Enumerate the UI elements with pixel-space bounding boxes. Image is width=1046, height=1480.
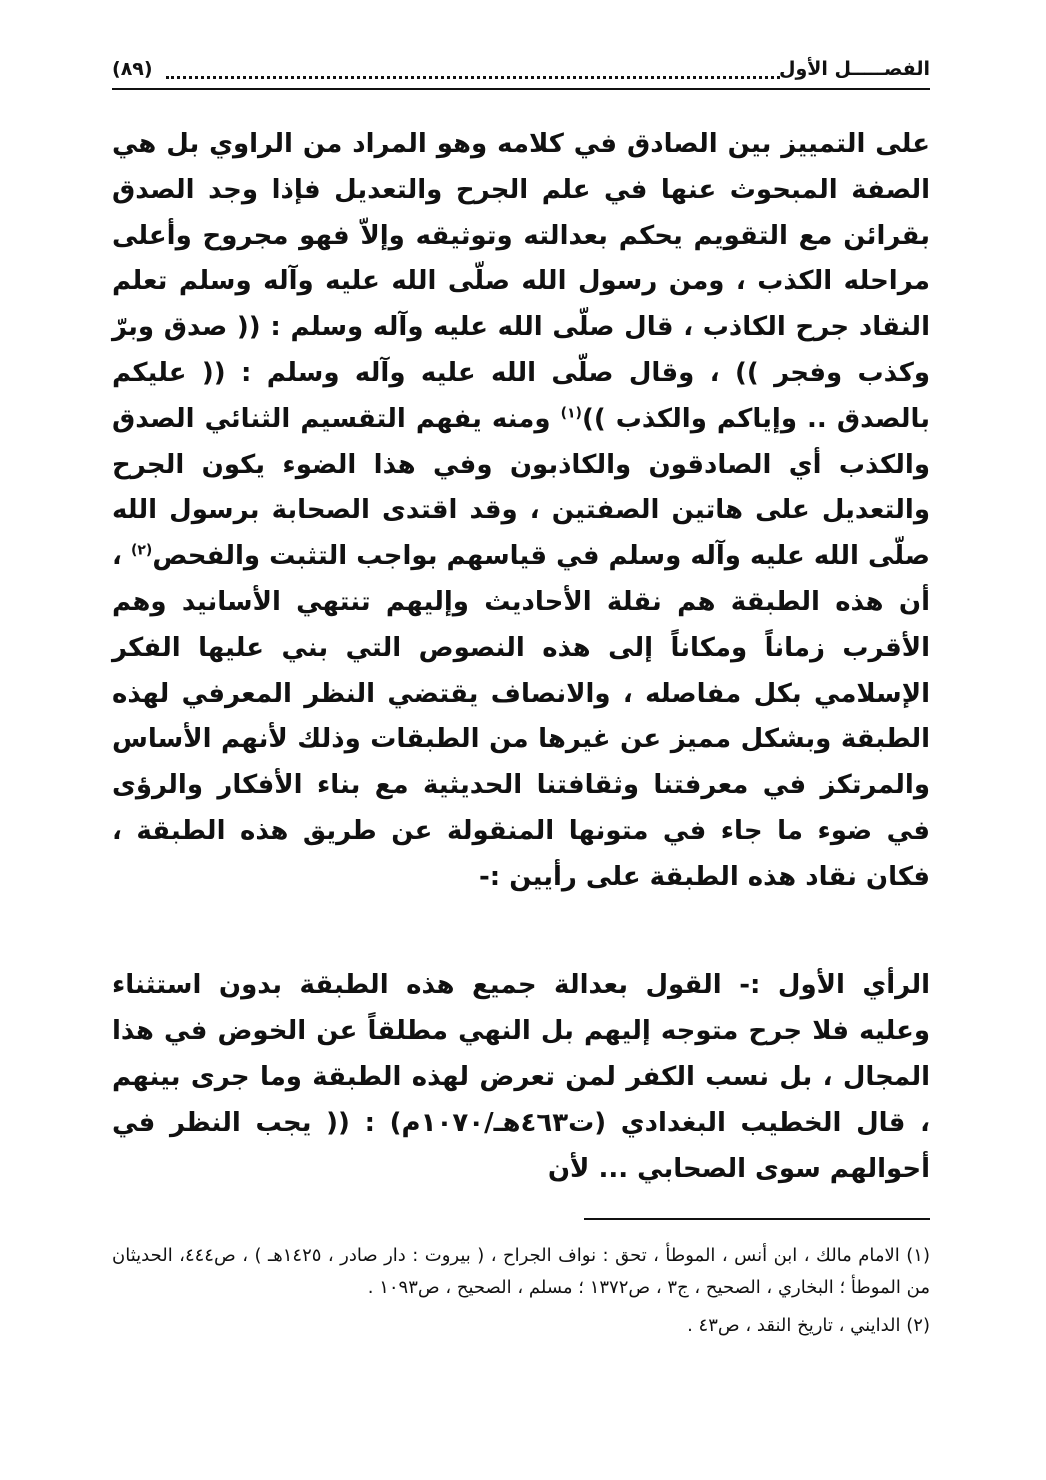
footnote-ref-2: (٢) <box>130 542 153 559</box>
header-rule <box>112 88 930 90</box>
footnote-ref-1: (١) <box>560 405 582 422</box>
page-number: (٨٩) <box>112 58 153 80</box>
footnote-2: (٢) الدايني ، تاريخ النقد ، ص٤٣ . <box>687 1315 930 1336</box>
footnote-separator <box>584 1218 930 1220</box>
paragraph-1-part-1: على التمييز بين الصادق في كلامه وهو المراد من الراوي بل هي الصفة المبحوث عنها في علم الجرح والتعديل فإذا وجد الصدق بقرائن مع التقويم يحكم بعدالته وتوثيقه وإلاّ فهو مجروح وأعلى مراحله الكذب ، ومن رسول الله صلّى الله عليه وآله وسلم تعلم النقاد جرح الكاذب ، قال صلّى الله عليه وآله وسلم : (( صدق وبرّ وكذب وفجر )) ، وقال صلّى الله عليه وآله وسلم : (( عليكم بالصدق .. وإياكم والكذب )) <box>112 129 930 434</box>
main-text-second <box>112 962 930 1192</box>
header-dot-leader <box>166 60 780 79</box>
paragraph-1 <box>112 122 930 901</box>
page-header <box>112 52 930 92</box>
paragraph-2: الرأي الأول :- القول بعدالة جميع هذه الطبقة بدون استثناء وعليه فلا جرح متوجه إليهم بل النهي مطلقاً عن الخوض في هذا المجال ، بل نسب الكفر لمن تعرض لهذه الطبقة وما جرى بينهم ، قال الخطيب البغدادي (ت٤٦٣هـ/١٠٧٠م) : (( يجب النظر في أحوالهم سوى الصحابي ... لأن <box>112 970 930 1184</box>
footnote-1: (١) الامام مالك ، ابن أنس ، الموطأ ، تحق : نواف الجراح ، ( بيروت : دار صادر ، ١٤٢٥هـ ) ، ص٤٤٤، الحديثان من الموطأ ؛ البخاري ، الصحيح ، ج٣ ، ص١٣٧٢ ؛ مسلم ، الصحيح ، ص١٠٩٣ . <box>112 1245 930 1298</box>
footnotes <box>112 1240 930 1348</box>
main-text <box>112 122 930 901</box>
paragraph-1-part-3: ، أن هذه الطبقة هم نقلة الأحاديث وإليهم تنتهي الأسانيد وهم الأقرب زماناً ومكاناً إلى هذه النصوص التي بني عليها الفكر الإسلامي بكل مفاصله ، والانصاف يقتضي النظر المعرفي لهذه الطبقة وبشكل مميز عن غيرها من الطبقات وذلك لأنهم الأساس والمرتكز في معرفتنا وثقافتنا الحديثية مع بناء الأفكار والرؤى في ضوء ما جاء في متونها المنقولة عن طريق هذه الطبقة ، فكان نقاد هذه الطبقة على رأيين :- <box>112 541 930 892</box>
chapter-title: الفصـــــل الأول <box>778 58 930 80</box>
paragraph-1-part-2: ومنه يفهم التقسيم الثنائي الصدق والكذب أي الصادقون والكاذبون وفي هذا الضوء يكون الجرح والتعديل على هاتين الصفتين ، وقد اقتدى الصحابة برسول الله صلّى الله عليه وآله وسلم في قياسهم بواجب التثبت والفحص <box>112 403 930 572</box>
